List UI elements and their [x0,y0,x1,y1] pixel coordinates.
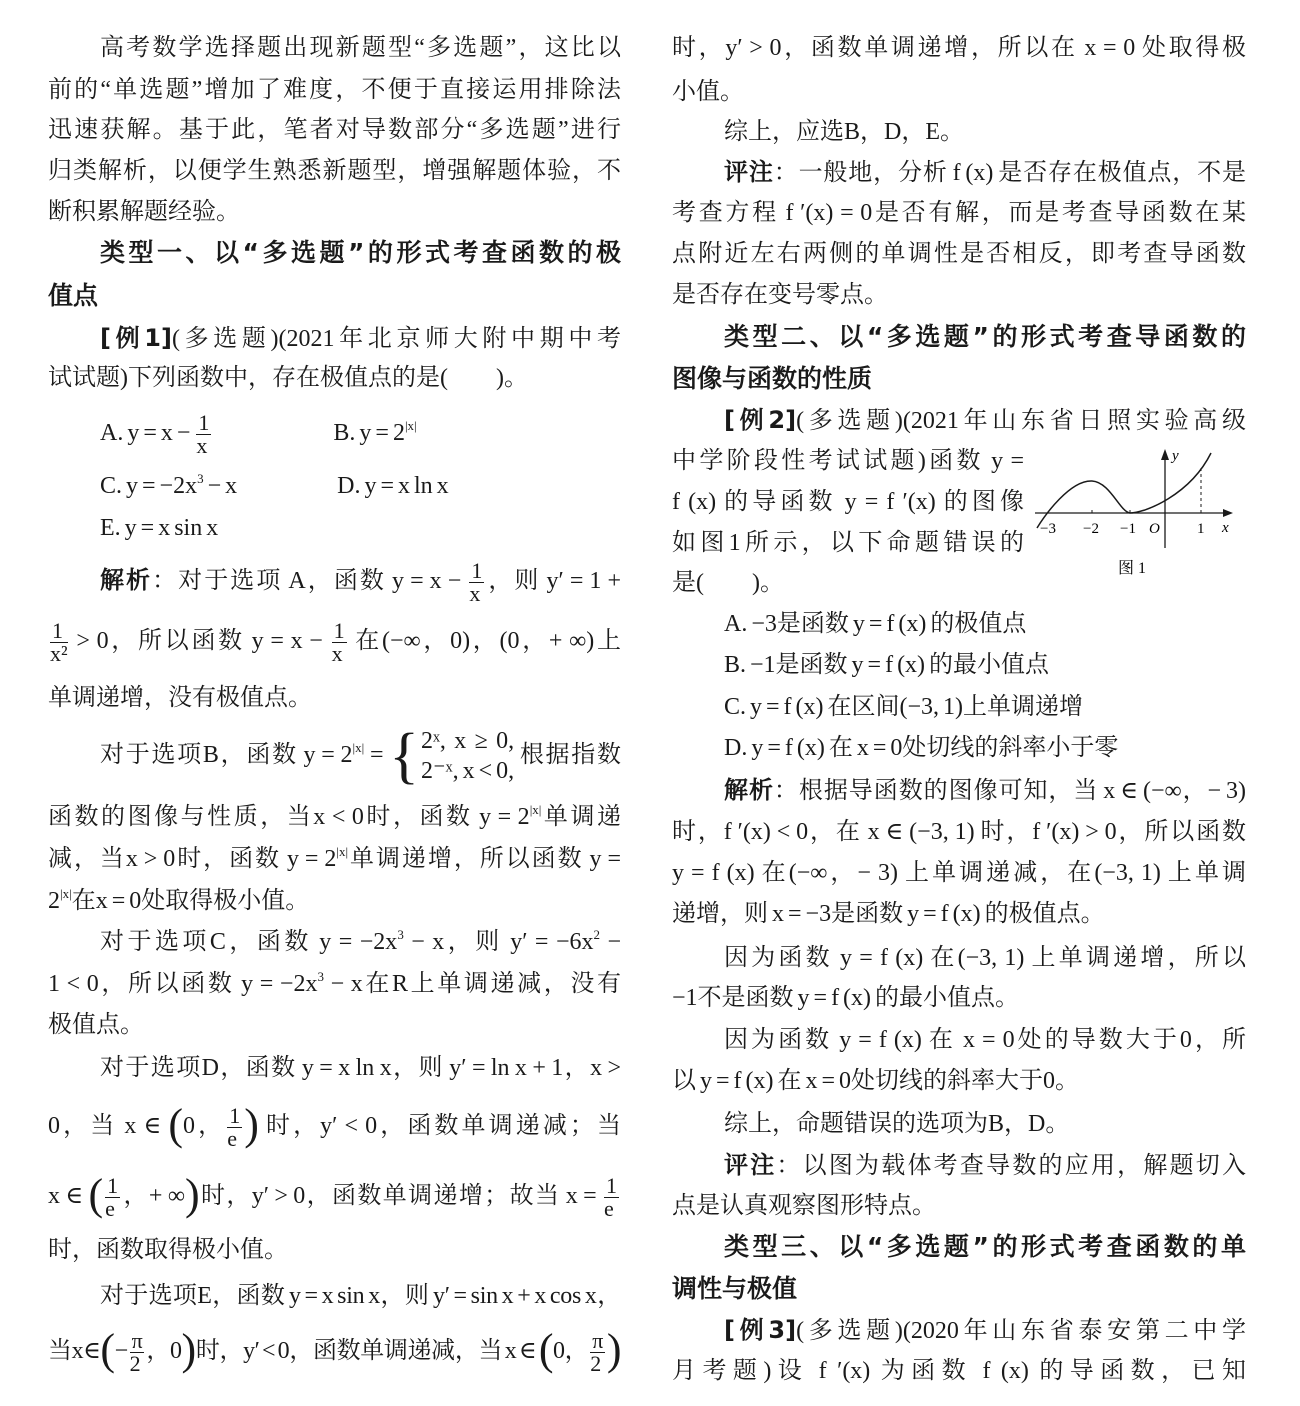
fraction [604,1175,619,1220]
text-line [672,978,1246,1018]
superscript: |x| [60,886,72,901]
text-run: 中学阶段性考试试题)函数 y = [672,448,1024,474]
text-run: 归类解析，以便学生熟悉新题型，增强解题体验，不 [48,158,621,184]
text-run: E. y = x sin x [100,515,219,541]
superscript: |x| [352,740,365,755]
text-run: 因为函数 y = f (x) 在(−3, 1) 上单调递增，所以 [724,945,1246,971]
fraction [227,1105,242,1150]
text-run: 是否存在变号零点。 [672,282,888,308]
text-line [672,1104,1246,1144]
superscript: |x| [336,844,349,859]
text-run: D. y = f (x) 在 x = 0处切线的斜率小于零 [724,735,1119,761]
text-line [48,1170,621,1221]
large-parenthesis: ) [244,1100,259,1150]
text-line [672,152,1246,192]
text-run: ，则 y′ = 1 + [486,568,622,595]
text-run: 单调递增，没有极值点。 [48,685,312,711]
text-run: C. y = −2x [100,473,198,499]
text-run: B. y = 2 [213,420,405,447]
bold-label: [例1] [100,324,172,352]
text-line [48,922,621,962]
fraction-numerator: 1 [229,1103,241,1128]
fraction-numerator: 1 [198,410,210,435]
fraction [196,412,211,457]
fraction-denominator: 2 [590,1351,601,1376]
bold-label: 解析 [100,566,153,595]
x-axis-label: x [1222,520,1229,536]
superscript: 3 [197,471,204,486]
section-heading-line [672,1227,1246,1267]
fraction-numerator: 1 [107,1173,119,1198]
text-line [48,28,621,68]
text-run: 0，当 x ∈ [48,1113,169,1140]
bold-label: 评注 [724,158,774,186]
large-parenthesis: ( [100,1325,115,1375]
text-run: 对于选项C，函数 y = −2x [100,929,398,955]
text-run: = [364,742,390,768]
fraction [50,620,68,665]
text-run: 调性与极值 [672,1274,798,1303]
text-run: ：根据导函数的图像可知，当 x ∈ (−∞，− 3) [773,778,1247,804]
large-parenthesis: ( [168,1100,184,1150]
text-run: 单调递增，所以函数 y = [348,846,621,872]
text-run: ：以图为载体考查导数的应用，解题切入 [776,1153,1246,1179]
superscript: |x| [404,418,417,434]
text-line [48,151,621,191]
text-line [48,110,621,150]
piecewise-case: 2⁻ˣ, x < 0, [420,758,515,785]
text-line [48,192,621,232]
text-line [672,645,1246,685]
text-line [48,1005,621,1045]
superscript: 3 [397,927,404,942]
text-run: ：一般地，分析 f (x) 是否存在极值点，不是 [773,160,1246,186]
text-run: − x在R上单调递减，没有 [323,971,621,997]
text-run: − [599,929,621,955]
bold-label: [例3] [724,1316,797,1344]
large-parenthesis: ) [606,1325,622,1375]
text-line [48,1325,622,1376]
text-run: 在(−∞，0)，(0，+ ∞)上 [348,628,622,655]
text-run: 综上，命题错误的选项为B，D。 [724,1111,1070,1137]
fraction-numerator: 1 [471,558,483,583]
derivative-curve [1037,453,1211,528]
text-run: 断积累解题经验。 [48,199,240,225]
text-run: 考查方程 f ′(x) = 0是否有解，而是考查导函数在某 [672,200,1246,226]
x-axis-arrow-icon [1223,509,1233,517]
text-run: 高考数学选择题出现新题型“多选题”，这比以 [100,35,621,61]
text-line [48,70,621,110]
text-line [672,770,1246,810]
text-line [672,1145,1246,1185]
text-run: 时，函数取得极小值。 [48,1237,288,1263]
text-run: − [114,1338,128,1365]
text-line [672,482,1024,522]
tick-label: −2 [1083,521,1099,537]
text-line [48,508,621,548]
text-run: > 0，所以函数 y = x − [69,628,330,655]
text-run: 如图1所示，以下命题错误的 [672,530,1024,556]
fraction-numerator: π [592,1328,603,1353]
text-run: 根据指数 [514,742,621,768]
large-parenthesis: ( [538,1325,553,1375]
text-line [672,112,1246,152]
text-run: (多选题)(2020年山东省泰安第二中学 [796,1318,1246,1344]
text-run: (多选题)(2021年山东省日照实验高级 [796,408,1246,434]
text-line [672,275,1246,315]
text-line [48,1230,621,1270]
text-run: 类型二、以“多选题”的形式考查导函数的 [724,322,1246,351]
fraction [332,620,347,665]
text-line [48,1276,621,1316]
section-heading-line [48,233,621,273]
bold-label: [例2] [724,406,797,434]
fraction-denominator: e [227,1126,237,1151]
text-run: 单调递 [541,804,621,830]
text-line [672,1061,1246,1101]
text-line [48,881,621,921]
fraction-numerator: π [131,1328,143,1353]
text-line [48,618,622,666]
text-run: 1 < 0，所以函数 y = −2x [48,971,318,997]
origin-label: O [1149,521,1160,537]
text-run: x ∈ [48,1183,89,1210]
text-line [672,604,1246,644]
text-run: 月考题)设 f ′(x) 为函数 f (x) 的导函数，已知 [672,1358,1246,1384]
text-line [48,964,621,1004]
text-run: (多选题)(2021年北京师大附中期中考 [171,326,621,352]
superscript: 3 [317,969,324,984]
text-line [48,797,621,837]
text-run: 迅速获解。基于此，笔者对导数部分“多选题”进行 [48,117,621,143]
text-run: ：对于选项 A，函数 y = x − [152,568,468,595]
large-parenthesis: ) [181,1325,196,1375]
text-line [48,1048,621,1088]
text-run: 0， [183,1113,226,1140]
section-heading-line [672,359,1246,399]
text-line [672,441,1024,481]
text-run: 极值点。 [48,1012,144,1038]
text-run: 值点 [48,281,99,310]
text-run: 前的“单选题”增加了难度，不便于直接运用排除法 [48,77,621,103]
text-line [48,318,621,358]
text-line [672,687,1246,727]
left-brace: { [389,722,419,791]
text-run: 对于选项E，函数 y = x sin x，则 y′ = sin x + x cos x， [100,1283,621,1309]
fraction-denominator: x² [50,641,68,666]
text-line [672,28,1246,68]
text-line [672,1351,1246,1391]
text-run: 是( )。 [672,570,784,596]
text-run: 因为函数 y = f (x) 在 x = 0处的导数大于0，所 [724,1027,1246,1053]
fraction [105,1175,120,1220]
text-run: 时，y′ < 0，函数单调递减，当 x ∈ [195,1338,539,1365]
fraction [130,1330,145,1375]
text-run: −1不是函数 y = f (x) 的最小值点。 [672,985,1020,1011]
text-run: ，+ ∞ [122,1183,185,1210]
text-line [48,466,621,506]
text-run: C. y = f (x) 在区间(−3, 1)上单调递增 [724,694,1084,720]
text-run: 0， [552,1338,589,1365]
large-parenthesis: ( [88,1170,104,1220]
fraction-numerator: 1 [333,618,345,643]
superscript: 2 [593,927,600,942]
fraction [590,1330,605,1375]
text-run: y = f (x) 在(−∞，− 3) 上单调递减，在(−3, 1) 上单调 [672,860,1246,886]
text-run: 图像与函数的性质 [672,364,873,393]
fraction-denominator: x [469,581,481,606]
text-run: 对于选项D，函数 y = x ln x，则 y′ = ln x + 1，x > [100,1055,621,1081]
fraction-numerator: 1 [50,620,68,643]
text-run: 时，y′ > 0，函数单调递增；故当 x = [199,1183,602,1210]
fraction-denominator: 2 [129,1351,141,1376]
section-heading-line [672,317,1246,357]
section-heading-line [672,1269,1246,1309]
text-line [672,193,1246,233]
text-line [48,839,621,879]
text-run: 对于选项B，函数 y = 2 [100,742,353,768]
tick-label: −3 [1040,521,1056,537]
text-line [672,523,1024,563]
text-run: f (x) 的导函数 y = f ′(x) 的图像 [672,489,1024,515]
text-run: 在x = 0处取得极小值。 [71,888,310,914]
text-line [48,1100,622,1151]
text-line [672,894,1246,934]
piecewise-function [389,722,515,791]
piecewise-case: 2ˣ, x ≥ 0, [420,728,515,755]
text-run: 点是认真观察图形特点。 [672,1193,936,1219]
text-run: 以 y = f (x) 在 x = 0处切线的斜率大于0。 [672,1068,1080,1094]
text-run: 点附近左右两侧的单调性是否相反，即考查导函数 [672,241,1246,267]
y-axis-arrow-icon [1161,449,1169,460]
text-run: 减，当x > 0时，函数 y = 2 [48,846,337,872]
text-run: 时，f ′(x) < 0，在 x ∈ (−3, 1) 时，f ′(x) > 0，所以函数 [672,819,1246,845]
large-parenthesis: ) [184,1170,200,1220]
tick-label: 1 [1197,521,1205,537]
text-run: − x，则 y′ = −6x [403,929,594,955]
section-heading-line [48,276,621,316]
text-run: 递增，则 x = −3是函数 y = f (x) 的极值点。 [672,901,1105,927]
text-line [672,234,1246,274]
text-run: 2 [48,888,60,914]
text-run: B. −1是函数 y = f (x) 的最小值点 [724,652,1050,678]
y-axis-label: y [1172,448,1179,464]
fraction-denominator: x [196,433,208,458]
text-line [672,1020,1246,1060]
text-run: 试试题)下列函数中，存在极值点的是( )。 [48,365,528,391]
figure-caption: 图 1 [1118,560,1147,577]
bold-label: 评注 [724,1151,777,1179]
figure-1-derivative-graph [1030,440,1250,590]
text-run: − x D. y = x ln x [203,473,449,499]
text-run: 类型一、以“多选题”的形式考查函数的极 [100,238,621,267]
text-line [48,410,621,458]
text-run: 函数的图像与性质，当x < 0时，函数 y = 2 [48,804,530,830]
text-line [48,558,622,606]
text-line [672,72,1246,112]
fraction-denominator: x [331,641,343,666]
text-line [672,1310,1246,1350]
text-run: 时，y′ > 0，函数单调递增，所以在 x = 0 处取得极 [672,35,1246,61]
superscript: |x| [529,802,542,817]
text-line [672,812,1246,852]
text-run: A. −3是函数 y = f (x) 的极值点 [724,611,1027,637]
tick-label: −1 [1120,521,1136,537]
piecewise-rows [421,726,514,786]
text-run: 时，y′ < 0，函数单调递减；当 [258,1113,622,1140]
text-line [48,722,621,791]
text-run: 综上，应选B，D，E。 [724,119,964,145]
text-run: ，0 [146,1338,182,1365]
text-line [672,400,1246,440]
bold-label: 解析 [724,776,774,804]
text-run: A. y = x − [100,420,195,447]
fraction-denominator: e [105,1196,115,1221]
graph-svg [1030,440,1250,590]
fraction [469,560,484,605]
text-run: 小值。 [672,79,744,105]
text-line [672,938,1246,978]
text-line [48,358,621,398]
text-line [48,678,621,718]
text-run: 当x∈ [48,1338,101,1365]
text-run: 类型三、以“多选题”的形式考查函数的单 [724,1232,1246,1261]
text-line [672,853,1246,893]
fraction-denominator: e [604,1196,614,1221]
text-line [672,728,1246,768]
text-line [672,1186,1246,1226]
fraction-numerator: 1 [606,1173,617,1198]
